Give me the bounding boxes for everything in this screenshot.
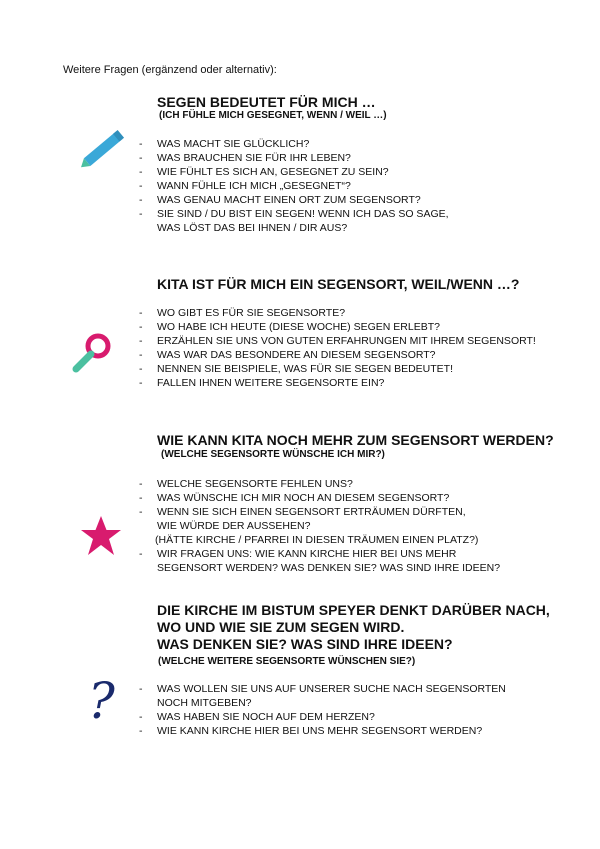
list-item: - WAS GENAU MACHT EINEN ORT ZUM SEGENSORT?: [139, 194, 421, 206]
list-item: - WO HABE ICH HEUTE (DIESE WOCHE) SEGEN ERLEBT?: [139, 321, 440, 333]
list-item: - WAS WAR DAS BESONDERE AN DIESEM SEGENSORT?: [139, 349, 436, 361]
list-item: - WAS MACHT SIE GLÜCKLICH?: [139, 138, 310, 150]
question-mark-icon: ?: [88, 672, 115, 730]
question-list: [0, 137, 600, 235]
list-item: NOCH MITGEBEN?: [157, 697, 252, 709]
section-title: WO UND WIE SIE ZUM SEGEN WIRD.: [157, 619, 405, 635]
question-list: [0, 477, 600, 575]
question-list: [0, 306, 600, 390]
section-title: KITA IST FÜR MICH EIN SEGENSORT, WEIL/WENN …?: [157, 276, 520, 292]
list-item: - FALLEN IHNEN WEITERE SEGENSORTE EIN?: [139, 377, 385, 389]
list-item: - WIR FRAGEN UNS: WIE KANN KIRCHE HIER BEI UNS MEHR: [139, 548, 457, 560]
list-item: - SIE SIND / DU BIST EIN SEGEN! WENN ICH DAS SO SAGE,: [139, 208, 449, 220]
list-item: (HÄTTE KIRCHE / PFARREI IN DIESEN TRÄUMEN EINEN PLATZ?): [155, 534, 479, 546]
question-list: [0, 682, 600, 738]
list-item: WAS LÖST DAS BEI IHNEN / DIR AUS?: [157, 222, 348, 234]
list-item: - WAS WÜNSCHE ICH MIR NOCH AN DIESEM SEGENSORT?: [139, 492, 450, 504]
intro-text: Weitere Fragen (ergänzend oder alternativ):: [63, 64, 277, 76]
list-item: - WAS HABEN SIE NOCH AUF DEM HERZEN?: [139, 711, 375, 723]
section-title: WAS DENKEN SIE? WAS SIND IHRE IDEEN?: [157, 636, 453, 652]
list-item: - NENNEN SIE BEISPIELE, WAS FÜR SIE SEGEN BEDEUTET!: [139, 363, 454, 375]
list-item: - WIE FÜHLT ES SICH AN, GESEGNET ZU SEIN?: [139, 166, 389, 178]
list-item: - WIE KANN KIRCHE HIER BEI UNS MEHR SEGENSORT WERDEN?: [139, 725, 483, 737]
section-title: DIE KIRCHE IM BISTUM SPEYER DENKT DARÜBER NACH,: [157, 602, 550, 618]
list-item: - WO GIBT ES FÜR SIE SEGENSORTE?: [139, 307, 346, 319]
list-item: - WELCHE SEGENSORTE FEHLEN UNS?: [139, 478, 353, 490]
section-title: SEGEN BEDEUTET FÜR MICH …: [157, 94, 376, 110]
section-title: WIE KANN KITA NOCH MEHR ZUM SEGENSORT WERDEN?: [157, 432, 554, 448]
section-subtitle: (WELCHE WEITERE SEGENSORTE WÜNSCHEN SIE?): [158, 656, 416, 667]
list-item: - WAS BRAUCHEN SIE FÜR IHR LEBEN?: [139, 152, 351, 164]
list-item: WIE WÜRDE DER AUSSEHEN?: [157, 520, 311, 532]
list-item: - WANN FÜHLE ICH MICH „GESEGNET“?: [139, 180, 351, 192]
list-item: - ERZÄHLEN SIE UNS VON GUTEN ERFAHRUNGEN MIT IHREM SEGENSORT!: [139, 335, 536, 347]
list-item: - WAS WOLLEN SIE UNS AUF UNSERER SUCHE NACH SEGENSORTEN: [139, 683, 506, 695]
list-item: - WENN SIE SICH EINEN SEGENSORT ERTRÄUMEN DÜRFTEN,: [139, 506, 466, 518]
section-subtitle: (WELCHE SEGENSORTE WÜNSCHE ICH MIR?): [161, 449, 385, 460]
section-subtitle: (ICH FÜHLE MICH GESEGNET, WENN / WEIL …): [159, 110, 387, 121]
list-item: SEGENSORT WERDEN? WAS DENKEN SIE? WAS SIND IHRE IDEEN?: [157, 562, 501, 574]
